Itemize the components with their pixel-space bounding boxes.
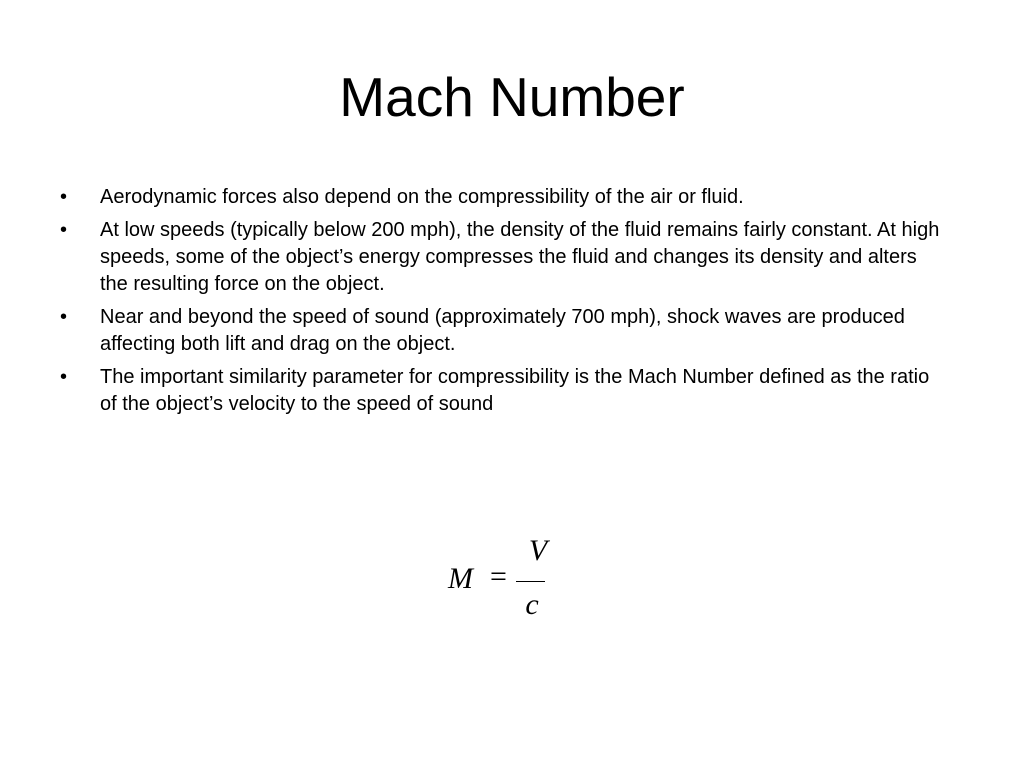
bullet-item bbox=[60, 304, 940, 358]
bullet-text: Aerodynamic forces also depend on the compressibility of the air or fluid. bbox=[100, 186, 744, 208]
bullet-item bbox=[60, 217, 940, 298]
bullet-text: At low speeds (typically below 200 mph), the density of the fluid remains fairly constant. At high speeds, some of the object’s energy compresses the fluid and changes its density and alters the resulting force on the object. bbox=[100, 219, 940, 295]
bullet-item bbox=[60, 364, 940, 418]
formula-lhs: M bbox=[448, 562, 473, 595]
formula-numerator: V bbox=[528, 534, 548, 567]
fraction-bar bbox=[516, 581, 545, 582]
bullet-icon: • bbox=[60, 306, 68, 328]
bullet-list bbox=[60, 184, 940, 424]
slide-title: Mach Number bbox=[339, 66, 685, 128]
formula-equals: = bbox=[490, 560, 507, 593]
bullet-icon: • bbox=[60, 366, 68, 388]
formula-denominator: c bbox=[525, 588, 539, 621]
bullet-icon: • bbox=[60, 219, 68, 241]
bullet-icon: • bbox=[60, 186, 68, 208]
bullet-item bbox=[60, 184, 940, 211]
bullet-text: Near and beyond the speed of sound (approximately 700 mph), shock waves are produced affecting both lift and drag on the object. bbox=[100, 306, 905, 355]
bullet-text: The important similarity parameter for compressibility is the Mach Number defined as the ratio of the object’s velocity to the speed of sound bbox=[100, 366, 930, 415]
